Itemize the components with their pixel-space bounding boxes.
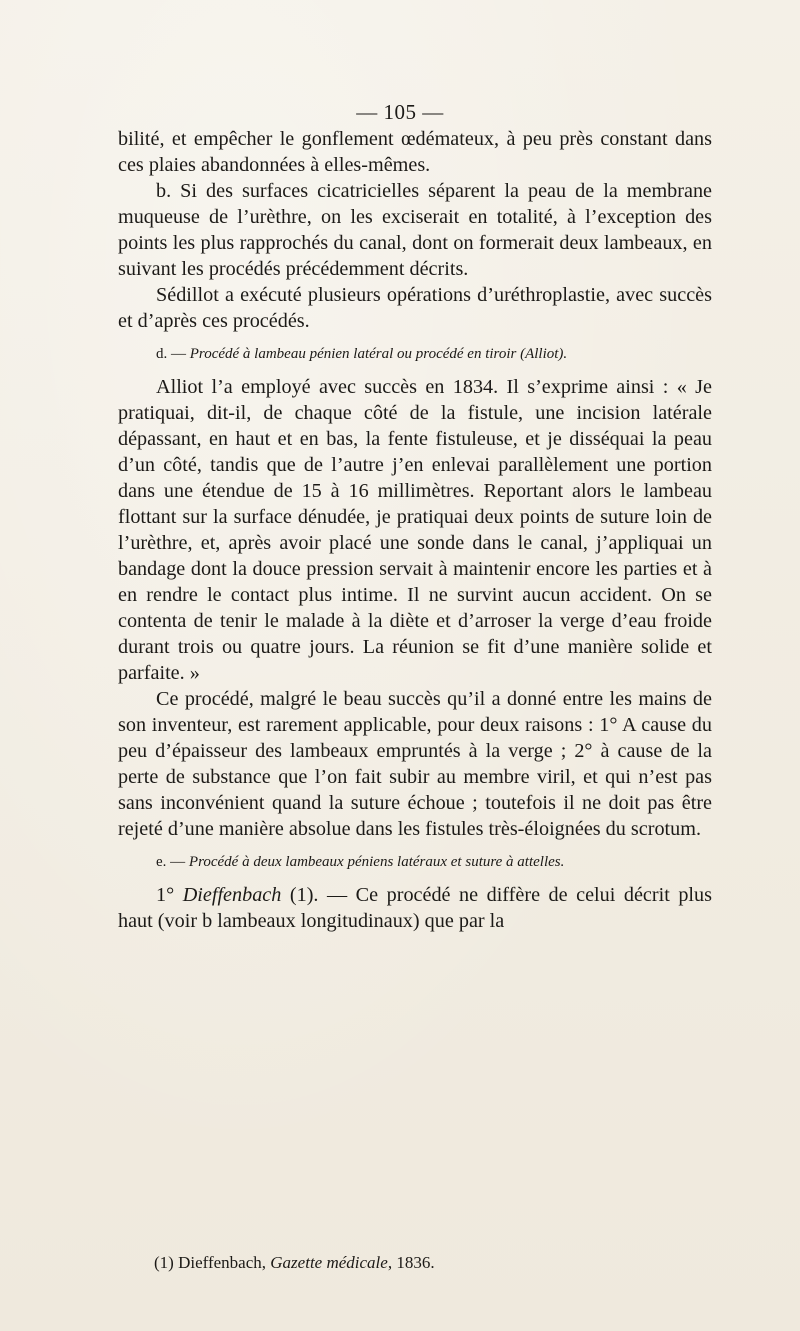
page-body (118, 126, 712, 934)
paragraph-dieffenbach-text: (1). — Ce procédé ne diffère de celui décrit plus haut (voir b lambeaux longitudinaux) que par la (118, 884, 712, 932)
paragraph-b: b. Si des surfaces cicatricielles séparent la peau de la membrane muqueuse de l’urèthre, on les exciserait en totalité, à l’exception des points les plus rapprochés du canal, dont on formerait deux lambeaux, en suivant les procédés précédemment décrits. (118, 180, 712, 280)
paragraph-sedillot: Sédillot a exécuté plusieurs opérations d’uréthroplastie, avec succès et d’après ces procédés. (118, 284, 712, 332)
author-name: Dieffenbach (182, 884, 282, 906)
section-heading-e (118, 852, 712, 872)
item-number: 1° (156, 884, 183, 906)
footnote-year: , 1836. (387, 1253, 435, 1272)
page-number: — 105 — (356, 100, 444, 124)
footnote-lead: (1) Dieffenbach, (154, 1253, 271, 1272)
section-d-label: d. — (156, 346, 190, 362)
paragraph-alliot: Alliot l’a employé avec succès en 1834. Il s’exprime ainsi : « Je pratiquai, dit-il, de chaque côté de la fistule, une incision latérale dépassant, en haut et en bas, la fente fistuleuse, et je disséquai la peau d’un côté, tandis que de l’autre j’en enlevai parallèlement une portion dans une étendue de 15 à 16 millimètres. Reportant alors le lambeau flottant sur la surface dénudée, je pratiquai deux points de suture loin de l’urèthre, et, après avoir placé une sonde dans le canal, j’appliquai un bandage dont la douce pression servait à maintenir encore les parties et à en rendre le contact plus intime. Il ne survint aucun accident. On se contenta de tenir le malade à la diète et d’arroser la verge d’eau froide durant trois ou quatre jours. La réunion se fit d’une manière solide et parfaite. » (118, 376, 712, 684)
paragraph-continuation: bilité, et empêcher le gonflement œdémateux, à peu près constant dans ces plaies abandonnées à elles-mêmes. (118, 128, 712, 176)
section-e-title: Procédé à deux lambeaux péniens latéraux et suture à attelles. (188, 854, 565, 870)
section-heading-d (118, 344, 712, 364)
section-d-title: Procédé à lambeau pénien latéral ou procédé en tiroir (Alliot). (189, 346, 568, 362)
footnote-source: Gazette médicale (270, 1253, 388, 1272)
section-e-label: e. — (156, 854, 189, 870)
paragraph-dieffenbach (118, 882, 712, 934)
footnote (154, 1253, 435, 1273)
paragraph-evaluation: Ce procédé, malgré le beau succès qu’il a donné entre les mains de son inventeur, est rarement applicable, pour deux raisons : 1° A cause du peu d’épaisseur des lambeaux empruntés à la verge ; 2° à cause de la perte de substance que l’on fait subir au membre viril, et qui n’est pas sans inconvénient quand la suture échoue ; toutefois il ne doit pas être rejeté d’une manière absolue dans les fistules très-éloignées du scrotum. (118, 688, 712, 840)
